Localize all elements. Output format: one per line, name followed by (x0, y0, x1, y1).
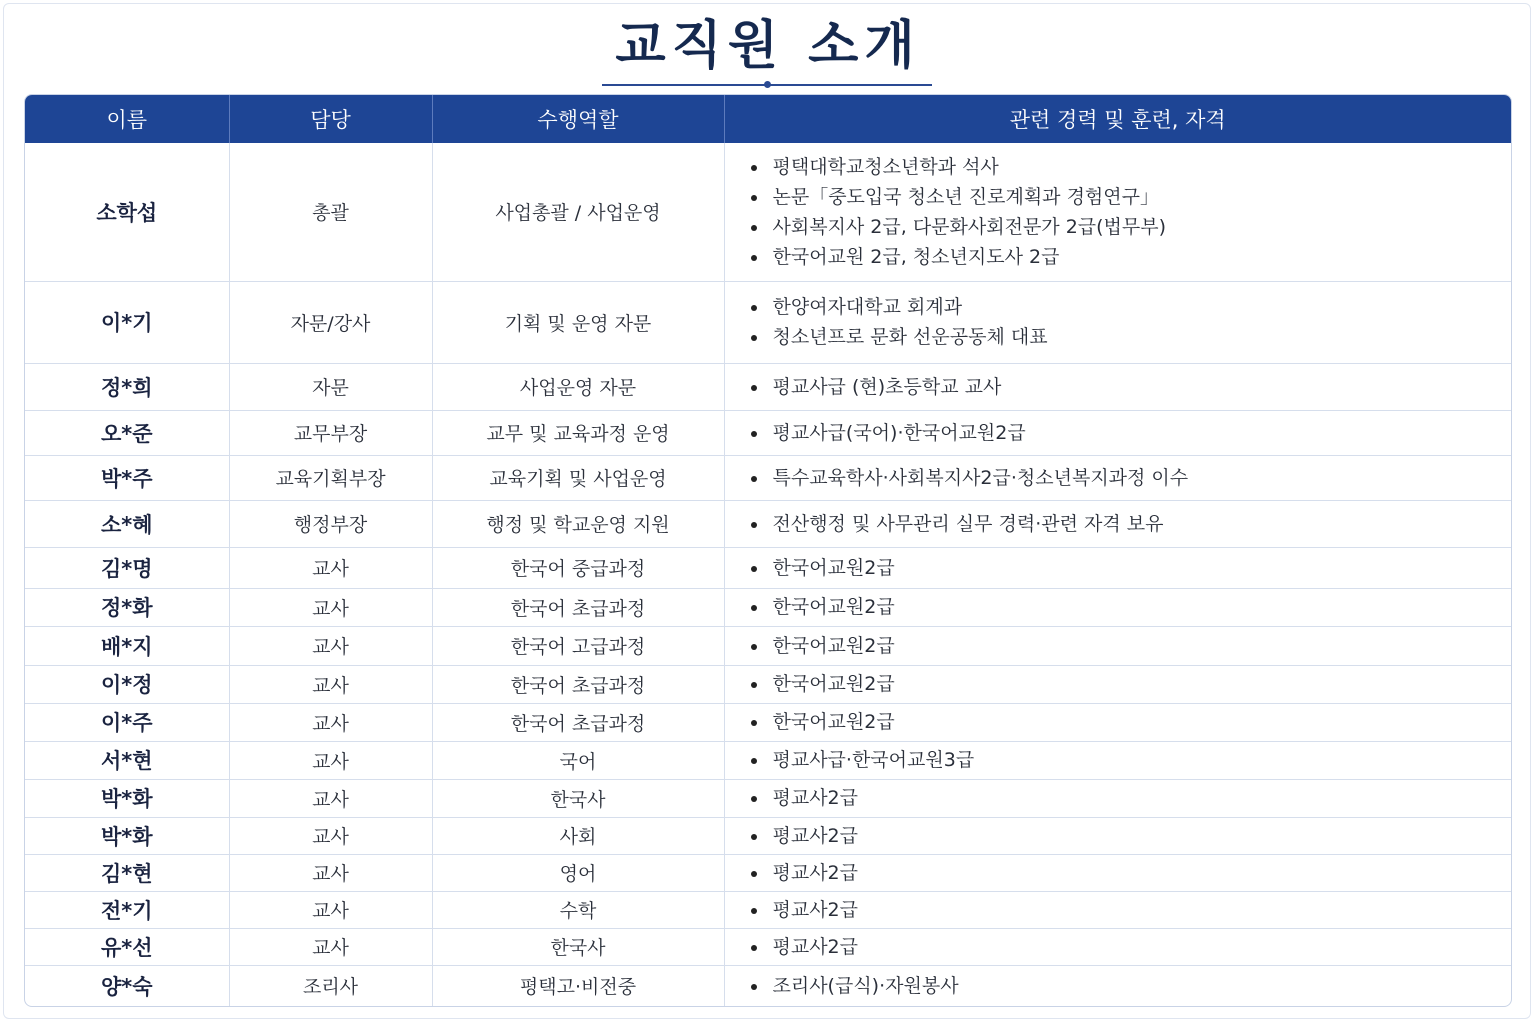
table-row (25, 665, 1511, 703)
qualification-list (725, 745, 1512, 775)
staff-duty: 자문 (229, 363, 432, 410)
staff-name: 양*숙 (25, 965, 229, 1006)
staff-role: 사업운영 자문 (432, 363, 724, 410)
staff-duty: 교사 (229, 891, 432, 928)
staff-name: 소학섭 (25, 143, 229, 281)
staff-duty: 교무부장 (229, 410, 432, 455)
qualification-item: 평교사2급 (749, 783, 1512, 813)
qualification-list (725, 292, 1512, 352)
staff-duty: 조리사 (229, 965, 432, 1006)
qualification-list (725, 858, 1512, 888)
table-row (25, 547, 1511, 588)
qualification-item: 특수교육학사·사회복지사2급·청소년복지과정 이수 (749, 463, 1512, 493)
staff-qualifications (724, 455, 1511, 500)
table-row (25, 143, 1511, 281)
staff-role: 한국어 초급과정 (432, 588, 724, 626)
staff-name: 이*기 (25, 281, 229, 363)
staff-role: 사업총괄 / 사업운영 (432, 143, 724, 281)
table-row (25, 779, 1511, 817)
staff-name: 김*명 (25, 547, 229, 588)
table-row (25, 455, 1511, 500)
qualification-item: 평교사급·한국어교원3급 (749, 745, 1512, 775)
qualification-list (725, 463, 1512, 493)
page-title: 교직원 소개 (615, 16, 921, 76)
qualification-item: 한국어교원2급 (749, 553, 1512, 583)
staff-duty: 교사 (229, 817, 432, 854)
staff-role: 영어 (432, 854, 724, 891)
staff-qualifications (724, 817, 1511, 854)
staff-name: 박*주 (25, 455, 229, 500)
qualification-list (725, 152, 1512, 272)
staff-duty: 자문/강사 (229, 281, 432, 363)
staff-role: 한국어 초급과정 (432, 703, 724, 741)
table-row (25, 703, 1511, 741)
table-row (25, 741, 1511, 779)
staff-duty: 행정부장 (229, 500, 432, 547)
header-role: 수행역할 (432, 95, 724, 143)
staff-name: 박*화 (25, 779, 229, 817)
qualification-item: 평교사2급 (749, 858, 1512, 888)
staff-name: 이*주 (25, 703, 229, 741)
staff-duty: 교육기획부장 (229, 455, 432, 500)
staff-duty: 교사 (229, 741, 432, 779)
qualification-list (725, 971, 1512, 1001)
qualification-item: 전산행정 및 사무관리 실무 경력·관련 자격 보유 (749, 509, 1512, 539)
staff-qualifications (724, 665, 1511, 703)
staff-role: 행정 및 학교운영 지원 (432, 500, 724, 547)
staff-name: 배*지 (25, 626, 229, 665)
table-row (25, 965, 1511, 1006)
staff-role: 교무 및 교육과정 운영 (432, 410, 724, 455)
staff-role: 교육기획 및 사업운영 (432, 455, 724, 500)
qualification-list (725, 592, 1512, 622)
staff-role: 기획 및 운영 자문 (432, 281, 724, 363)
header-qualifications: 관련 경력 및 훈련, 자격 (1009, 108, 1226, 132)
staff-qualifications (724, 626, 1511, 665)
qualification-list (725, 783, 1512, 813)
staff-role: 한국어 초급과정 (432, 665, 724, 703)
staff-qualifications (724, 854, 1511, 891)
staff-duty: 교사 (229, 854, 432, 891)
qualification-item: 평교사2급 (749, 895, 1512, 925)
staff-table-container (24, 94, 1512, 1007)
staff-qualifications (724, 779, 1511, 817)
qualification-item: 청소년프로 문화 선운공동체 대표 (749, 322, 1512, 352)
qualification-item: 한국어교원2급 (749, 669, 1512, 699)
staff-role: 사회 (432, 817, 724, 854)
staff-role: 수학 (432, 891, 724, 928)
staff-role: 한국어 중급과정 (432, 547, 724, 588)
staff-name: 김*현 (25, 854, 229, 891)
staff-name: 정*희 (25, 363, 229, 410)
header-duty: 담당 (229, 95, 432, 143)
staff-name: 유*선 (25, 928, 229, 965)
staff-qualifications (724, 965, 1511, 1006)
staff-duty: 교사 (229, 547, 432, 588)
qualification-item: 논문「중도입국 청소년 진로계획과 경험연구」 (749, 182, 1512, 212)
staff-qualifications (724, 143, 1511, 281)
staff-qualifications (724, 703, 1511, 741)
table-row (25, 410, 1511, 455)
staff-duty: 교사 (229, 928, 432, 965)
qualification-item: 평교사2급 (749, 821, 1512, 851)
table-row (25, 500, 1511, 547)
staff-duty: 교사 (229, 588, 432, 626)
staff-duty: 교사 (229, 779, 432, 817)
qualification-item: 한국어교원 2급, 청소년지도사 2급 (749, 242, 1512, 272)
table-row (25, 928, 1511, 965)
qualification-item: 평교사급 (현)초등학교 교사 (749, 372, 1512, 402)
qualification-list (725, 631, 1512, 661)
qualification-list (725, 707, 1512, 737)
staff-name: 이*정 (25, 665, 229, 703)
qualification-item: 평택대학교청소년학과 석사 (749, 152, 1512, 182)
qualification-list (725, 821, 1512, 851)
qualification-item: 평교사급(국어)·한국어교원2급 (749, 418, 1512, 448)
table-row (25, 626, 1511, 665)
qualification-list (725, 372, 1512, 402)
staff-role: 국어 (432, 741, 724, 779)
staff-name: 정*화 (25, 588, 229, 626)
staff-name: 전*기 (25, 891, 229, 928)
qualification-list (725, 669, 1512, 699)
table-row (25, 588, 1511, 626)
header-row (25, 95, 1511, 143)
table-row (25, 854, 1511, 891)
staff-qualifications (724, 928, 1511, 965)
title-area (0, 10, 1536, 82)
staff-role: 평택고·비전중 (432, 965, 724, 1006)
qualification-item: 한국어교원2급 (749, 631, 1512, 661)
staff-qualifications (724, 410, 1511, 455)
qualification-item: 한양여자대학교 회계과 (749, 292, 1512, 322)
qualification-item: 한국어교원2급 (749, 592, 1512, 622)
table-body (25, 143, 1511, 1006)
qualification-list (725, 895, 1512, 925)
table-row (25, 891, 1511, 928)
staff-qualifications (724, 891, 1511, 928)
staff-name: 소*혜 (25, 500, 229, 547)
qualification-item: 평교사2급 (749, 932, 1512, 962)
staff-qualifications (724, 547, 1511, 588)
header-name: 이름 (25, 95, 229, 143)
staff-name: 박*화 (25, 817, 229, 854)
staff-role: 한국사 (432, 779, 724, 817)
staff-name: 서*현 (25, 741, 229, 779)
staff-table (25, 95, 1511, 1006)
qualification-list (725, 509, 1512, 539)
staff-duty: 교사 (229, 665, 432, 703)
table-row (25, 817, 1511, 854)
title-underline-dot (764, 81, 771, 88)
qualification-list (725, 932, 1512, 962)
staff-role: 한국어 고급과정 (432, 626, 724, 665)
staff-qualifications (724, 363, 1511, 410)
qualification-item: 조리사(급식)·자원봉사 (749, 971, 1512, 1001)
staff-role: 한국사 (432, 928, 724, 965)
table-row (25, 281, 1511, 363)
staff-duty: 총괄 (229, 143, 432, 281)
table-row (25, 363, 1511, 410)
qualification-item: 한국어교원2급 (749, 707, 1512, 737)
staff-qualifications (724, 281, 1511, 363)
staff-duty: 교사 (229, 626, 432, 665)
qualification-list (725, 418, 1512, 448)
staff-name: 오*준 (25, 410, 229, 455)
qualification-list (725, 553, 1512, 583)
table-header (25, 95, 1511, 143)
qualification-item: 사회복지사 2급, 다문화사회전문가 2급(법무부) (749, 212, 1512, 242)
staff-qualifications (724, 588, 1511, 626)
staff-qualifications (724, 741, 1511, 779)
staff-qualifications (724, 500, 1511, 547)
staff-duty: 교사 (229, 703, 432, 741)
